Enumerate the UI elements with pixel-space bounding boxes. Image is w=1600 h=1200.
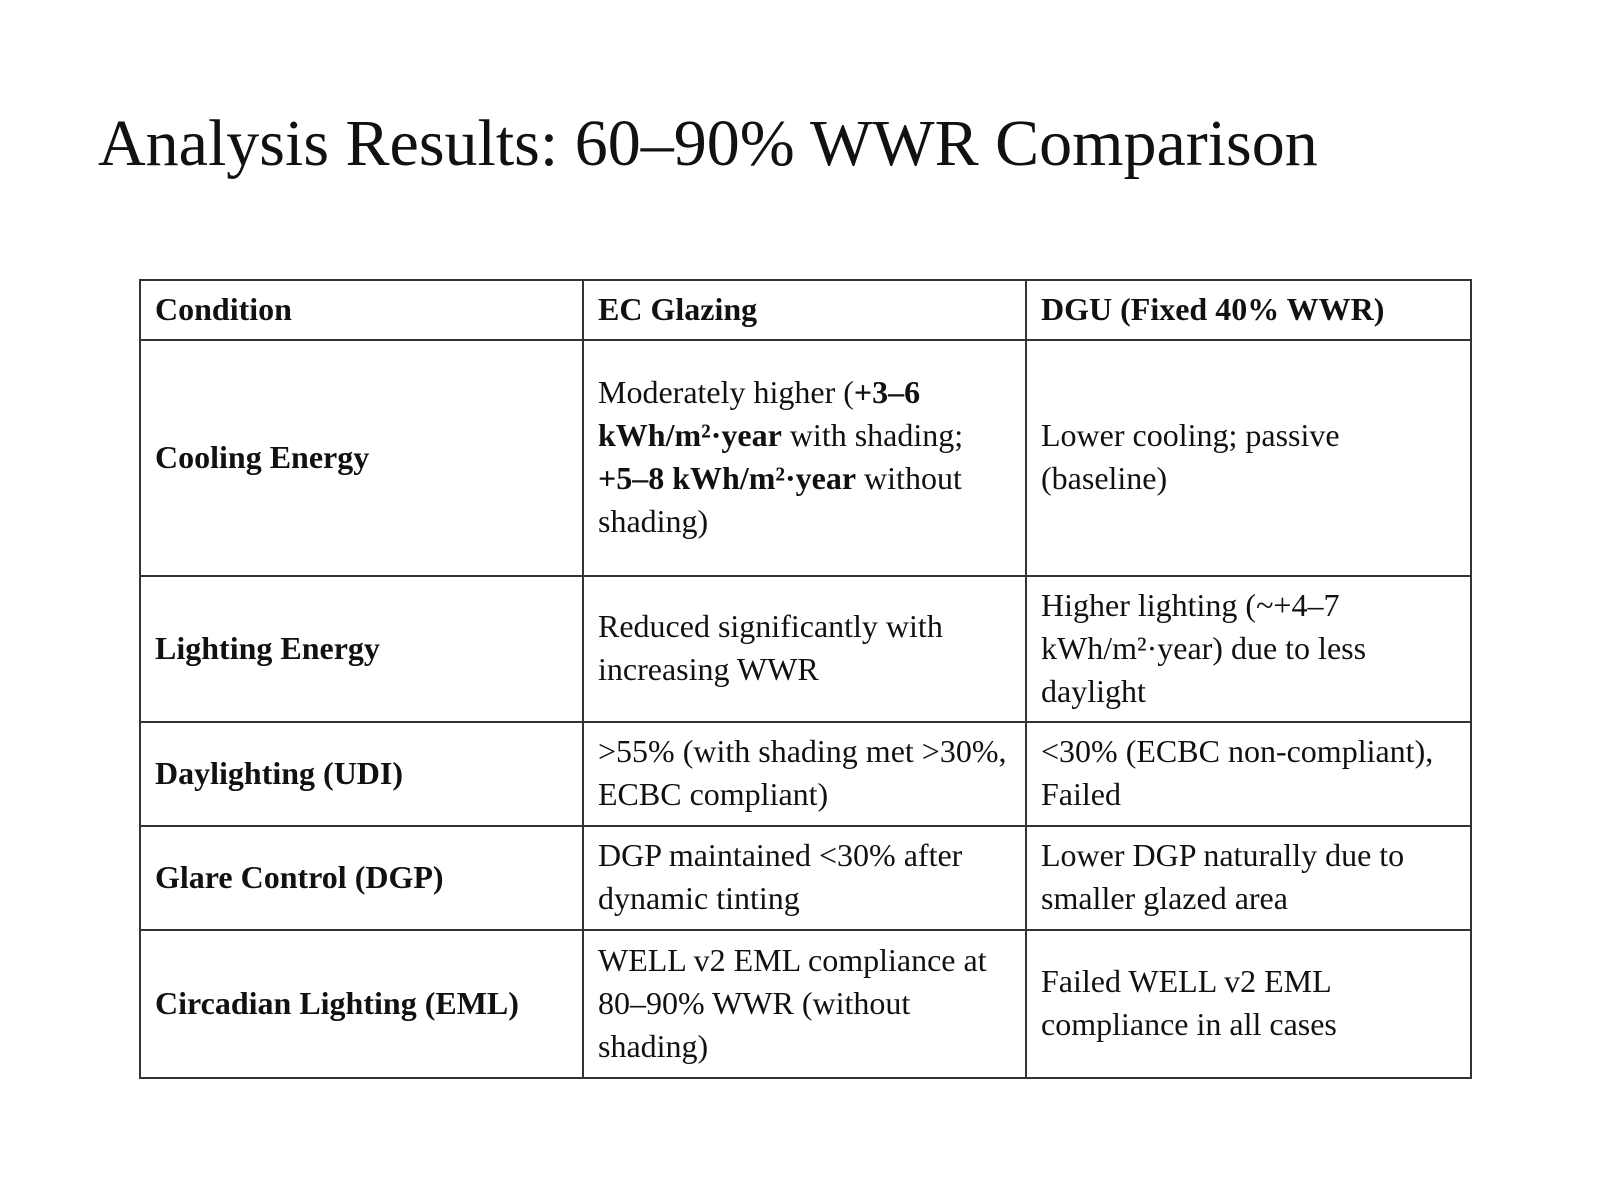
condition-cell: Glare Control (DGP) <box>140 826 583 930</box>
ec-text: without shading) <box>598 460 962 539</box>
ec-bold-value: +5–8 kWh/m²·year <box>598 460 857 496</box>
table-row <box>140 722 1471 826</box>
table-row <box>140 930 1471 1078</box>
table-header-row <box>140 280 1471 340</box>
dgu-cell: <30% (ECBC non-compliant), Failed <box>1026 722 1471 826</box>
ec-glazing-cell <box>583 340 1026 576</box>
ec-glazing-cell: >55% (with shading met >30%, ECBC compliant) <box>583 722 1026 826</box>
table-row <box>140 826 1471 930</box>
ec-bold-value: +3–6 kWh/m²·year <box>598 374 921 453</box>
dgu-cell: Lower cooling; passive (baseline) <box>1026 340 1471 576</box>
condition-cell: Lighting Energy <box>140 576 583 722</box>
condition-cell: Circadian Lighting (EML) <box>140 930 583 1078</box>
dgu-cell: Lower DGP naturally due to smaller glazed area <box>1026 826 1471 930</box>
header-dgu: DGU (Fixed 40% WWR) <box>1026 280 1471 340</box>
dgu-cell: Failed WELL v2 EML compliance in all cases <box>1026 930 1471 1078</box>
ec-glazing-cell: DGP maintained <30% after dynamic tinting <box>583 826 1026 930</box>
header-condition: Condition <box>140 280 583 340</box>
slide-title: Analysis Results: 60–90% WWR Comparison <box>98 107 1318 180</box>
condition-cell: Daylighting (UDI) <box>140 722 583 826</box>
condition-cell: Cooling Energy <box>140 340 583 576</box>
table-row <box>140 576 1471 722</box>
ec-text: with shading; <box>781 417 964 453</box>
ec-glazing-cell: WELL v2 EML compliance at 80–90% WWR (without shading) <box>583 930 1026 1078</box>
ec-text: Moderately higher ( <box>598 374 854 410</box>
table-row <box>140 340 1471 576</box>
comparison-table <box>139 279 1472 1079</box>
header-ec-glazing: EC Glazing <box>583 280 1026 340</box>
ec-glazing-cell: Reduced significantly with increasing WWR <box>583 576 1026 722</box>
dgu-cell: Higher lighting (~+4–7 kWh/m²·year) due to less daylight <box>1026 576 1471 722</box>
